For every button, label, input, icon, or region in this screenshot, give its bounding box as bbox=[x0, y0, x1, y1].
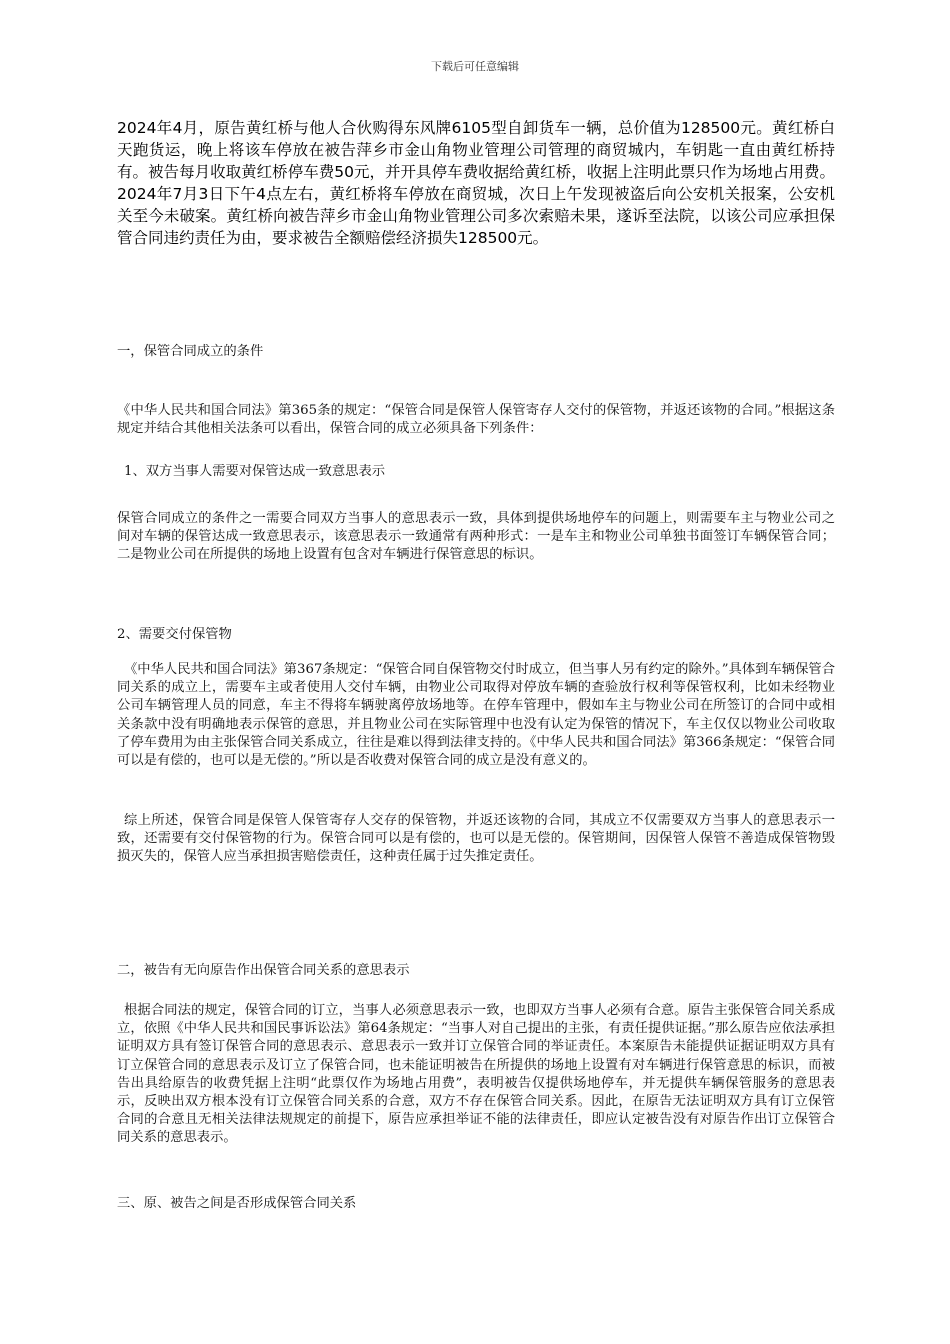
section-2-heading: 二，被告有无向原告作出保管合同关系的意思表示 bbox=[117, 963, 410, 978]
section-3-heading: 三、原、被告之间是否形成保管合同关系 bbox=[117, 1196, 357, 1211]
condition-1-paragraph: 保管合同成立的条件之一需要合同双方当事人的意思表示一致，具体到提供场地停车的问题上，则需要车主与物业公司之间对车辆的保管达成一致意思表示，该意思表示一致通常有两种形式：一是车主和物业公司单独书面签订车辆保管合同；二是物业公司在所提供的场地上设置有包含对车辆进行保管意思的标识。 bbox=[117, 511, 835, 563]
section-1-intro-paragraph: 《中华人民共和国合同法》第365条的规定：“保管合同是保管人保管寄存人交付的保管物，并返还该物的合同。”根据这条规定并结合其他相关法条可以看出，保管合同的成立必须具备下列条件： bbox=[117, 403, 835, 437]
condition-2-heading: 2、需要交付保管物 bbox=[117, 627, 232, 642]
section-1-heading: 一，保管合同成立的条件 bbox=[117, 344, 264, 359]
condition-1-heading: 1、双方当事人需要对保管达成一致意思表示 bbox=[124, 464, 386, 479]
page-header-note: 下载后可任意编辑 bbox=[431, 60, 519, 73]
summary-paragraph: 综上所述，保管合同是保管人保管寄存人交存的保管物，并返还该物的合同，其成立不仅需要双方当事人的意思表示一致，还需要有交付保管物的行为。保管合同可以是有偿的，也可以是无偿的。保管期间，因保管人保管不善造成保管物毁损灭失的，保管人应当承担损害赔偿责任，这种责任属于过失推定责任。 bbox=[117, 813, 835, 865]
section-2-paragraph: 根据合同法的规定，保管合同的订立，当事人必须意思表示一致，也即双方当事人必须有合意。原告主张保管合同关系成立，依照《中华人民共和国民事诉讼法》第64条规定：“当事人对自己提出的主张，有责任提供证据。”那么原告应依法承担证明双方具有签订保管合同的意思表示、意思表示一致并订立保管合同的举证责任。本案原告未能提供证据证明双方具有订立保管合同的意思表示及订立了保管合同，也未能证明被告在所提供的场地上设置有对车辆进行保管意思的标识，而被告出具给原告的收费凭据上注明“此票仅作为场地占用费”，表明被告仅提供场地停车，并无提供车辆保管服务的意思表示，反映出双方根本没有订立保管合同关系的合意，双方不存在保管合同关系。因此，在原告无法证明双方具有订立保管合同的合意且无相关法律法规规定的前提下，原告应承担举证不能的法律责任，即应认定被告没有对原告作出订立保管合同关系的意思表示。 bbox=[117, 1003, 835, 1146]
case-intro-paragraph: 2024年4月，原告黄红桥与他人合伙购得东风牌6105型自卸货车一辆，总价值为128500元。黄红桥白天跑货运，晚上将该车停放在被告萍乡市金山角物业管理公司管理的商贸城内，车钥匙一直由黄红桥持有。被告每月收取黄红桥停车费50元，并开具停车费收据给黄红桥，收据上注明此票只作为场地占用费。2024年7月3日下午4点左右，黄红桥将车停放在商贸城，次日上午发现被盗后向公安机关报案，公安机关至今未破案。黄红桥向被告萍乡市金山角物业管理公司多次索赔未果，遂诉至法院，以该公司应承担保管合同违约责任为由，要求被告全额赔偿经济损失128500元。 bbox=[117, 119, 835, 247]
condition-2-paragraph: 《中华人民共和国合同法》第367条规定：“保管合同自保管物交付时成立，但当事人另有约定的除外。”具体到车辆保管合同关系的成立上，需要车主或者使用人交付车辆，由物业公司取得对停放车辆的查验放行权利等保管权利，比如未经物业公司车辆管理人员的同意，车主不得将车辆驶离停放场地等。在停车管理中，假如车主与物业公司在所签订的合同中或相关条款中没有明确地表示保管的意思，并且物业公司在实际管理中也没有认定为保管的情况下，车主仅仅以物业公司收取了停车费用为由主张保管合同关系成立，往往是难以得到法律支持的。《中华人民共和国合同法》第366条规定：“保管合同可以是有偿的，也可以是无偿的。”所以是否收费对保管合同的成立是没有意义的。 bbox=[117, 662, 835, 769]
